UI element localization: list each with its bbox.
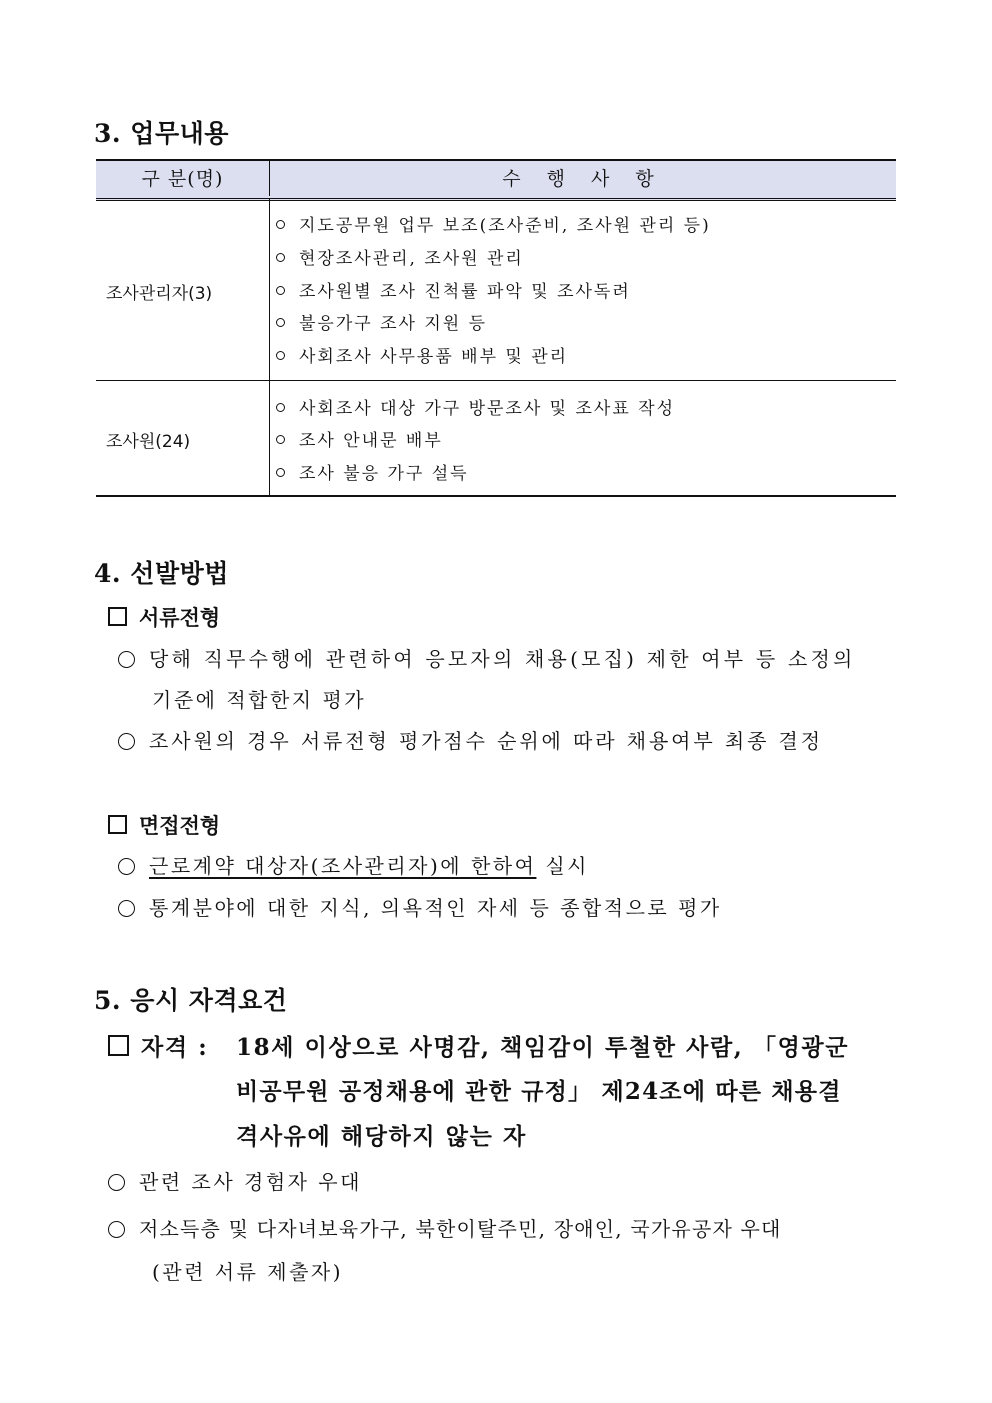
- doc-screening-item-continued: 기준에 적합한지 평가: [152, 688, 367, 712]
- qualification-label: 자격 :: [108, 1029, 208, 1062]
- column-divider: [269, 199, 270, 496]
- preference-item: 저소득층 및 다자녀보육가구, 북한이탈주민, 장애인, 국가유공자 우대: [108, 1213, 782, 1242]
- checkbox-square-icon: [108, 1035, 129, 1056]
- bullet-circle-icon: [108, 1174, 125, 1191]
- bullet-circle-icon: [118, 733, 135, 750]
- checkbox-square-icon: [108, 607, 127, 626]
- bullet-circle-icon: [276, 220, 285, 229]
- duty-item: 현장조사관리, 조사원 관리: [276, 244, 524, 269]
- row-role-manager: 조사관리자(3): [106, 284, 213, 304]
- section-3-title: 3. 업무내용: [94, 119, 229, 148]
- bullet-circle-icon: [276, 351, 285, 360]
- preference-item: 관련 조사 경험자 우대: [108, 1166, 362, 1195]
- doc-screening-item: 조사원의 경우 서류전형 평가점수 순위에 따라 채용여부 최종 결정: [118, 725, 823, 754]
- bullet-circle-icon: [276, 468, 285, 477]
- checkbox-square-icon: [108, 815, 127, 834]
- duty-item: 조사원별 조사 진척률 파악 및 조사독려: [276, 277, 631, 302]
- table-header: [96, 159, 896, 201]
- bullet-circle-icon: [276, 435, 285, 444]
- duty-item: 불응가구 조사 지원 등: [276, 309, 487, 334]
- qualification-line: 비공무원 공정채용에 관한 규정」 제24조에 따른 채용결: [236, 1078, 842, 1105]
- duty-item: 사회조사 사무용품 배부 및 관리: [276, 342, 568, 367]
- duty-item: 조사 불응 가구 설득: [276, 459, 469, 484]
- row-divider: [96, 380, 896, 381]
- header-category: 구 분(명): [141, 168, 224, 190]
- qualification-line: 격사유에 해당하지 않는 자: [236, 1123, 527, 1150]
- duty-item: 지도공무원 업무 보조(조사준비, 조사원 관리 등): [276, 211, 711, 236]
- doc-screening-heading: 서류전형: [108, 602, 220, 632]
- bullet-circle-icon: [276, 253, 285, 262]
- qualification-line: 18세 이상으로 사명감, 책임감이 투철한 사람, 「영광군: [236, 1034, 850, 1061]
- duties-table: [96, 159, 896, 497]
- interview-heading: 면접전형: [108, 810, 220, 840]
- underlined-text: 근로계약 대상자(조사관리자)에 한하여: [149, 854, 537, 878]
- bullet-circle-icon: [276, 318, 285, 327]
- row-role-surveyor: 조사원(24): [106, 432, 191, 452]
- bullet-circle-icon: [118, 858, 135, 875]
- bullet-circle-icon: [118, 651, 135, 668]
- doc-screening-item: 당해 직무수행에 관련하여 응모자의 채용(모집) 제한 여부 등 소정의: [118, 643, 896, 672]
- bullet-circle-icon: [108, 1221, 125, 1238]
- section-5-title: 5. 응시 자격요건: [94, 986, 288, 1015]
- bullet-circle-icon: [276, 403, 285, 412]
- preference-item-continued: (관련 서류 제출자): [152, 1260, 344, 1284]
- table-bottom-border: [96, 495, 896, 497]
- interview-item: 근로계약 대상자(조사관리자)에 한하여 실시: [118, 850, 589, 879]
- duty-item: 사회조사 대상 가구 방문조사 및 조사표 작성: [276, 394, 675, 419]
- section-4-title: 4. 선발방법: [94, 559, 229, 588]
- bullet-circle-icon: [118, 900, 135, 917]
- duty-item: 조사 안내문 배부: [276, 426, 443, 451]
- header-duties: 수 행 사 항: [502, 168, 664, 190]
- bullet-circle-icon: [276, 286, 285, 295]
- header-divider: [269, 159, 270, 196]
- interview-item: 통계분야에 대한 지식, 의욕적인 자세 등 종합적으로 평가: [118, 892, 722, 921]
